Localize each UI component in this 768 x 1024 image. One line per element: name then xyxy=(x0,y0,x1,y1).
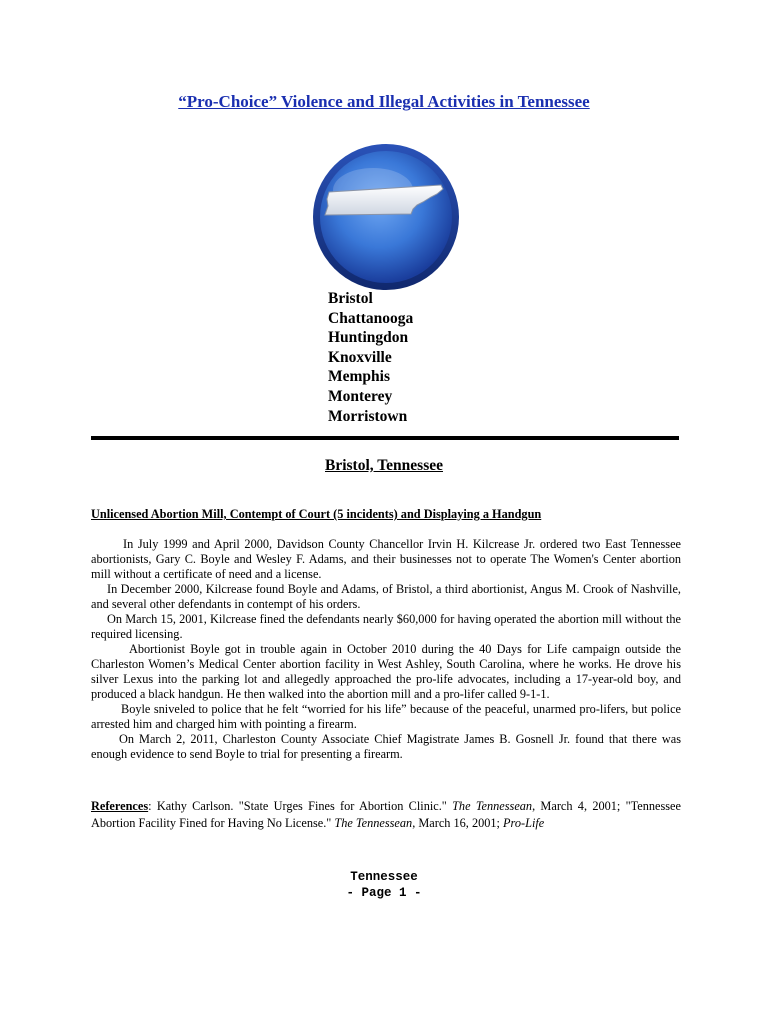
city-list xyxy=(328,289,413,426)
city-item: Chattanooga xyxy=(328,309,414,327)
reference-text: , March 4, 2001; "Tennessee Abortion Facility Fined for Having No License." xyxy=(91,799,681,830)
paragraph: On March 15, 2001, Kilcrease fined the defendants nearly $60,000 for having operated the abortion mill without the required licensing. xyxy=(91,612,681,641)
sub-heading: Unlicensed Abortion Mill, Contempt of Court (5 incidents) and Displaying a Handgun xyxy=(91,507,542,521)
city-item: Morristown xyxy=(328,407,408,425)
references-colon: : xyxy=(148,799,157,813)
paragraph: Abortionist Boyle got in trouble again in October 2010 during the 40 Days for Life campaign outside the Charleston Women’s Medical Center abortion facility in West Ashley, South Carolina, where he works. He drove his silver Lexus into the parking lot and allegedly approached the pro-life advocates, including a 17-year-old boy, and produced a black handgun. He then walked into the abortion mill and a pro-lifer called 9-1-1. xyxy=(91,642,681,701)
tennessee-state-icon xyxy=(311,142,461,292)
document-title: “Pro-Choice” Violence and Illegal Activities in Tennessee xyxy=(178,92,590,111)
paragraph: In December 2000, Kilcrease found Boyle and Adams, of Bristol, a third abortionist, Angus M. Crook of Nashville, and several other defendants in contempt of his orders. xyxy=(91,582,681,611)
reference-text: Kathy Carlson. "State Urges Fines for Abortion Clinic." xyxy=(156,799,453,813)
city-item: Knoxville xyxy=(328,348,392,366)
horizontal-divider xyxy=(91,436,679,440)
city-item: Huntingdon xyxy=(328,329,409,347)
reference-source: The Tennessean xyxy=(452,799,533,813)
footer-state: Tennessee xyxy=(350,870,418,884)
reference-source: Pro-Life xyxy=(503,816,545,830)
references-label: References xyxy=(91,799,149,813)
paragraph: On March 2, 2011, Charleston County Associate Chief Magistrate James B. Gosnell Jr. found that there was enough evidence to send Boyle to trial for presenting a firearm. xyxy=(91,732,681,761)
body-text xyxy=(91,537,681,762)
city-item: Bristol xyxy=(328,290,373,307)
paragraph: In July 1999 and April 2000, Davidson County Chancellor Irvin H. Kilcrease Jr. ordered two East Tennessee abortionists, Gary C. Boyle and Wesley F. Adams, and their businesses not to operate The Women's Center abortion mill without a certificate of need and a license. xyxy=(91,537,681,581)
page-number: - Page 1 - xyxy=(346,886,422,900)
city-item: Memphis xyxy=(328,368,390,386)
reference-source: The Tennessean xyxy=(334,816,413,830)
paragraph: Boyle sniveled to police that he felt “worried for his life” because of the peaceful, unarmed pro-lifers, but police arrested him and charged him with pointing a firearm. xyxy=(91,702,681,731)
section-heading: Bristol, Tennessee xyxy=(325,457,443,474)
reference-text: , March 16, 2001; xyxy=(412,816,504,830)
city-item: Monterey xyxy=(328,387,393,405)
references xyxy=(91,798,681,832)
